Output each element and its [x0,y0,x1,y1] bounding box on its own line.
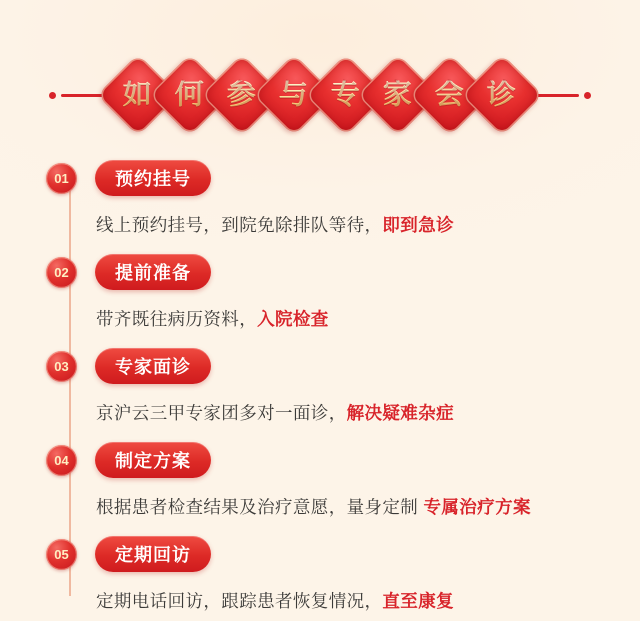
step-label-pill[interactable]: 定期回访 [95,536,211,572]
step-header [0,344,640,388]
step-description-highlight: 即到急诊 [382,215,455,235]
title-char-text: 专 [331,78,361,111]
step-number-badge: 03 [46,351,77,382]
step-description [0,306,640,331]
title-char-text: 家 [383,78,413,111]
steps-list [0,156,640,621]
step-description-highlight: 直至康复 [382,591,455,611]
step-header [0,250,640,294]
step-description-highlight: 专属治疗方案 [423,497,531,517]
step-description-plain: 京沪云三甲专家团多对一面诊， [96,403,347,423]
page-title [113,66,527,124]
decoration-bar-icon [61,94,103,97]
step-description-plain: 根据患者检查结果及治疗意愿，量身定制 [96,497,424,517]
bottom-fade [0,611,640,621]
title-char-text: 会 [435,78,465,111]
title-char-text: 如 [123,78,153,111]
step-description-highlight: 入院检查 [257,309,329,329]
step-header [0,532,640,576]
step-number-badge: 05 [46,539,77,570]
step-label-pill[interactable]: 预约挂号 [95,160,211,196]
decoration-dot-icon [584,92,591,99]
title-row [0,62,640,128]
step-label-pill[interactable]: 制定方案 [95,442,211,478]
step-description [0,588,640,613]
right-decoration-icon [537,92,591,99]
title-char-diamond [461,54,543,136]
step-description [0,494,640,519]
title-char-text: 参 [227,78,257,111]
title-area [0,0,640,150]
step-header [0,156,640,200]
list-item [0,438,640,532]
step-label-pill[interactable]: 提前准备 [95,254,211,290]
list-item [0,532,640,621]
list-item [0,156,640,250]
decoration-dot-icon [49,92,56,99]
title-char-text: 诊 [487,78,517,111]
decoration-bar-icon [537,94,579,97]
left-decoration-icon [49,92,103,99]
step-description [0,400,640,425]
step-header [0,438,640,482]
step-number-badge: 02 [46,257,77,288]
step-description-plain: 线上预约挂号，到院免除排队等待， [96,215,383,235]
step-number-badge: 04 [46,445,77,476]
title-char-text: 与 [279,78,309,111]
list-item [0,250,640,344]
list-item [0,344,640,438]
step-label-pill[interactable]: 专家面诊 [95,348,211,384]
step-description [0,212,640,237]
step-description-highlight: 解决疑难杂症 [346,403,455,423]
title-char-text: 何 [175,78,205,111]
step-number-badge: 01 [46,163,77,194]
step-description-plain: 带齐既往病历资料， [96,309,258,329]
step-description-plain: 定期电话回访，跟踪患者恢复情况， [96,591,383,611]
